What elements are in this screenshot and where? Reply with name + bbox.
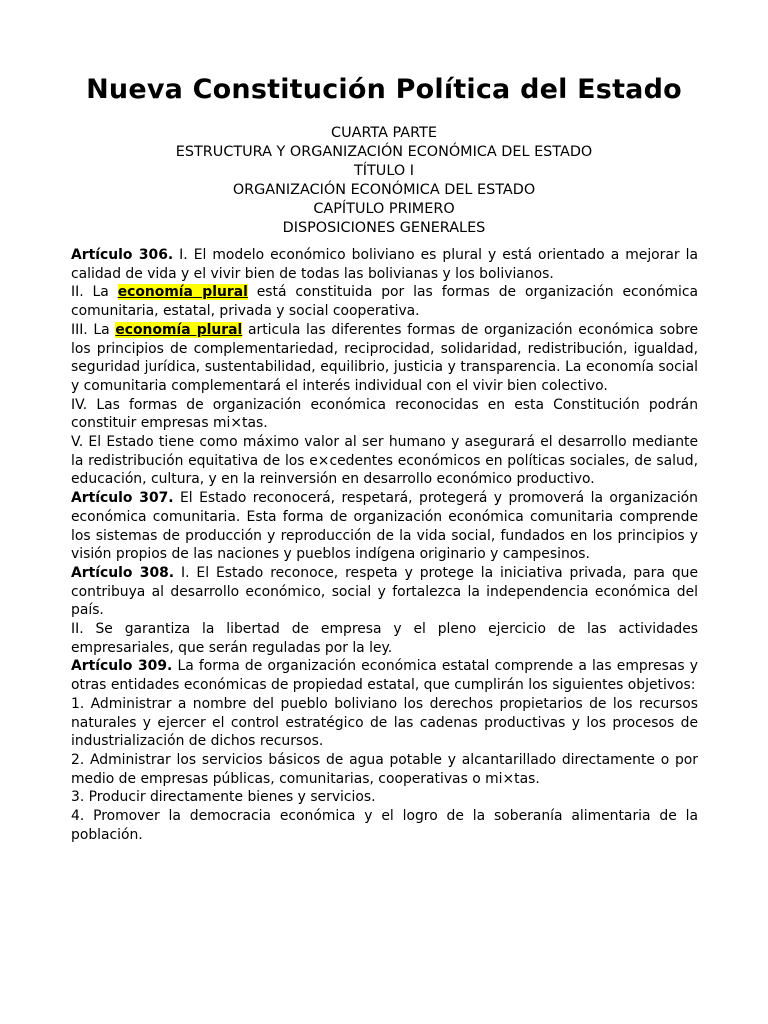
paragraph-text: IV. Las formas de organización económica reconocidas en esta Constitución podrán constituir empresas mi×tas. xyxy=(71,396,698,432)
paragraph xyxy=(71,321,698,396)
paragraph-text: 1. Administrar a nombre del pueblo boliviano los derechos propietarios de los recursos naturales y ejercer el control estratégico de las cadenas productivas y los procesos de industrialización de dichos recursos. xyxy=(71,695,698,750)
paragraph-text: 3. Producir directamente bienes y servicios. xyxy=(71,789,376,806)
paragraph-text: La forma de organización económica estatal comprende a las empresas y otras entidades económicas de propiedad estatal, que cumplirán los siguientes objetivos: xyxy=(71,658,699,694)
paragraph xyxy=(71,620,698,657)
paragraph-text: 4. Promover la democracia económica y el logro de la soberanía alimentaria de la población. xyxy=(71,808,698,843)
paragraph xyxy=(71,807,698,844)
paragraph-text: articula las diferentes formas de organización económica sobre los principios de complementariedad, reciprocidad, solidaridad, redistribución, igualdad, seguridad jurídica, sustentabilidad, equilibrio, justicia y transparencia. La economía social y comunitaria complementará el interés individual con el vivir bien colectivo. xyxy=(71,321,698,394)
part-subtitle: ESTRUCTURA Y ORGANIZACIÓN ECONÓMICA DEL ESTADO xyxy=(175,144,593,160)
highlighted-term: economía plural xyxy=(115,321,243,338)
paragraph-text: 2. Administrar los servicios básicos de agua potable y alcantarillado directamente o por medio de empresas públicas, comunitarias, cooperativas o mi×tas. xyxy=(71,751,698,787)
chapter-subtitle: DISPOSICIONES GENERALES xyxy=(282,220,486,236)
paragraph-text: V. El Estado tiene como máximo valor al ser humano y asegurará el desarrollo mediante la redistribución equitativa de los e×cedentes económicos en políticas sociales, de salud, educación, cultura, y en la reinversión en desarrollo económico productivo. xyxy=(71,434,698,488)
article-label: Artículo 308. xyxy=(71,564,175,581)
paragraph xyxy=(71,283,698,320)
section-headings xyxy=(0,124,768,238)
paragraph-text: II. Se garantiza la libertad de empresa y el pleno ejercicio de las actividades empresariales, que serán reguladas por la ley. xyxy=(71,621,698,656)
paragraph xyxy=(71,396,698,433)
article-label: Artículo 306. xyxy=(71,247,174,263)
paragraph xyxy=(71,564,698,620)
paragraph xyxy=(71,246,698,283)
paragraph-text: I. El modelo económico boliviano es plural y está orientado a mejorar la calidad de vida y el vivir bien de todas las bolivianas y los bolivianos. xyxy=(71,247,698,282)
paragraph xyxy=(71,489,698,564)
article-label: Artículo 309. xyxy=(71,658,173,675)
paragraph-text: I. El Estado reconoce, respeta y protege la iniciativa privada, para que contribuya al desarrollo económico, social y fortalezca la independencia económica del país. xyxy=(71,564,698,619)
part-heading: CUARTA PARTE xyxy=(331,125,437,141)
paragraph-text: está constituida por las formas de organización económica comunitaria, estatal, privada y social cooperativa. xyxy=(71,284,699,320)
paragraph-text: II. La xyxy=(71,284,118,301)
paragraph-text: III. La xyxy=(71,321,116,338)
title-subtitle: ORGANIZACIÓN ECONÓMICA DEL ESTADO xyxy=(232,182,536,198)
document-body xyxy=(71,246,698,845)
paragraph-text: El Estado reconocerá, respetará, protegerá y promoverá la organización económica comunitaria. Esta forma de organización económica comunitaria comprende los sistemas de producción y reproducción de la vida social, fundados en los principios y visión propios de las naciones y pueblos indígena originario y campesinos. xyxy=(71,490,698,563)
title-heading: TÍTULO I xyxy=(353,163,414,179)
highlighted-term: economía plural xyxy=(117,284,248,301)
paragraph xyxy=(71,695,698,751)
paragraph xyxy=(71,657,698,694)
paragraph xyxy=(71,751,698,788)
paragraph xyxy=(71,788,698,807)
paragraph xyxy=(71,433,698,489)
article-label: Artículo 307. xyxy=(71,490,174,507)
document-title: Nueva Constitución Política del Estado xyxy=(86,74,682,105)
chapter-heading: CAPÍTULO PRIMERO xyxy=(313,201,455,217)
